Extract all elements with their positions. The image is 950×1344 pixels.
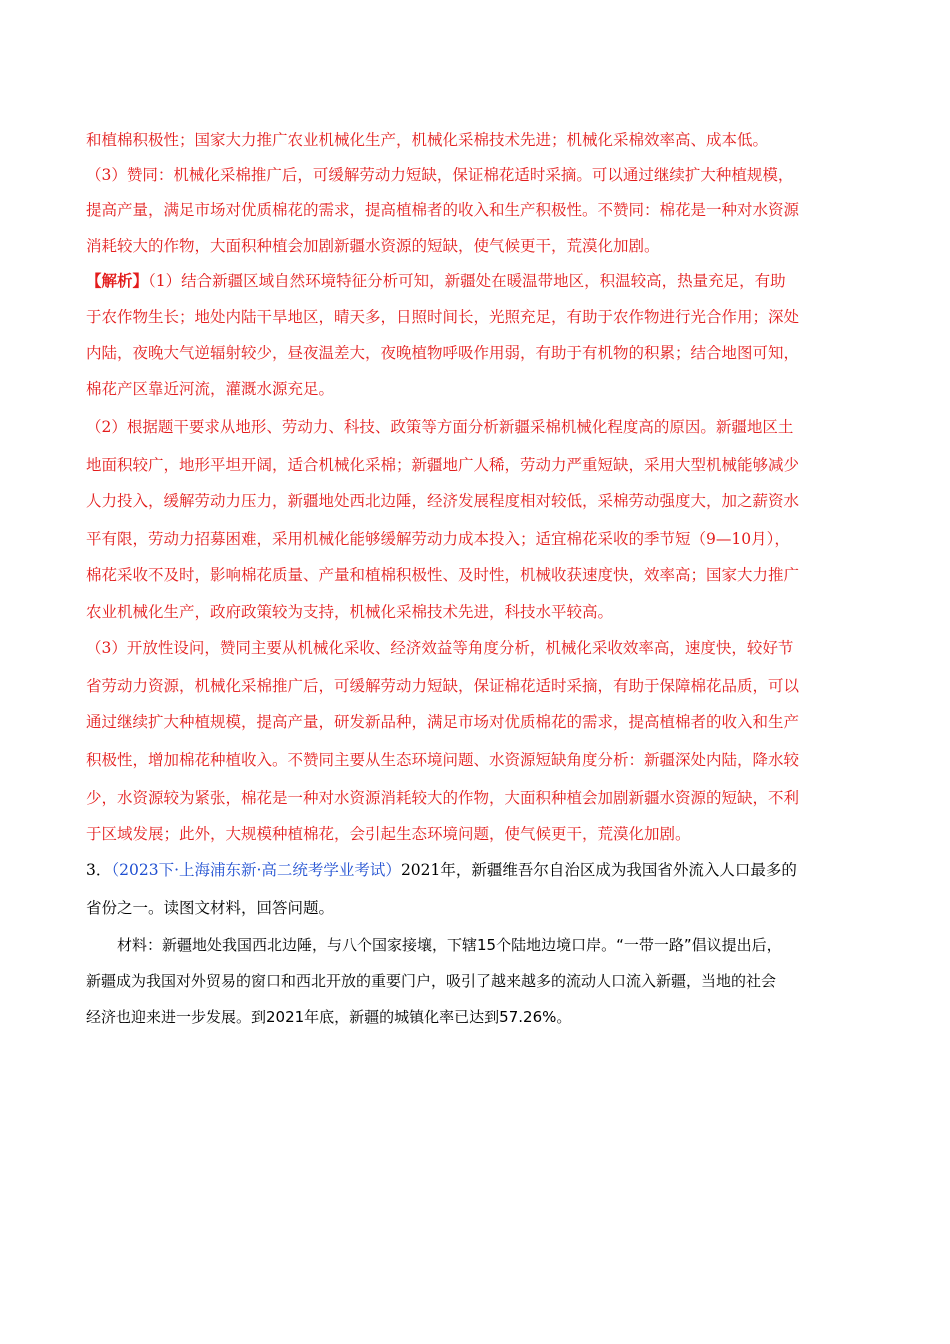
- analysis-line: （3）开放性设问，赞同主要从机械化采收、经济效益等角度分析，机械化采收效率高，速度快，较好节: [86, 639, 794, 657]
- question-3-line-2: 省份之一。读图文材料，回答问题。: [86, 899, 335, 917]
- analysis-text: （1）结合新疆区域自然环境特征分析可知，新疆处在暖温带地区，积温较高，热量充足，有助: [148, 272, 786, 290]
- analysis-line: 平有限，劳动力招募困难，采用机械化能够缓解劳动力成本投入；适宜棉花采收的季节短（9—10月），: [86, 530, 790, 548]
- question-text: 2021年，新疆维吾尔自治区成为我国省外流入人口最多的: [400, 861, 797, 879]
- answer-line: 消耗较大的作物，大面积种植会加剧新疆水资源的短缺，使气候更干，荒漠化加剧。: [86, 237, 660, 255]
- analysis-first-line: [86, 271, 786, 291]
- answer-line: 提高产量，满足市场对优质棉花的需求，提高植棉者的收入和生产积极性。不赞同：棉花是一种对水资源: [86, 201, 800, 219]
- analysis-line: 地面积较广，地形平坦开阔，适合机械化采棉；新疆地广人稀，劳动力严重短缺，采用大型机械能够减少: [86, 456, 800, 474]
- analysis-line: 少，水资源较为紧张，棉花是一种对水资源消耗较大的作物，大面积种植会加剧新疆水资源的短缺，不利: [86, 789, 800, 807]
- analysis-line: 通过继续扩大种植规模，提高产量，研发新品种，满足市场对优质棉花的需求，提高植棉者的收入和生产: [86, 713, 800, 731]
- analysis-line: 内陆，夜晚大气逆辐射较少，昼夜温差大，夜晚植物呼吸作用弱，有助于有机物的积累；结合地图可知，: [86, 344, 800, 362]
- analysis-line: 积极性，增加棉花种植收入。不赞同主要从生态环境问题、水资源短缺角度分析：新疆深处内陆，降水较: [86, 751, 800, 769]
- analysis-line: 人力投入，缓解劳动力压力，新疆地处西北边陲，经济发展程度相对较低，采棉劳动强度大，加之薪资水: [86, 492, 800, 510]
- analysis-line: 于区域发展；此外，大规模种植棉花，会引起生态环境问题，使气候更干，荒漠化加剧。: [86, 825, 691, 843]
- question-source: （2023下·上海浦东新·高二统考学业考试）: [111, 861, 401, 879]
- analysis-line: 省劳动力资源，机械化采棉推广后，可缓解劳动力短缺，保证棉花适时采摘，有助于保障棉花品质，可以: [86, 677, 800, 695]
- question-3-line-1: [86, 860, 797, 880]
- analysis-line: 棉花产区靠近河流，灌溉水源充足。: [86, 380, 335, 398]
- material-line: 新疆成为我国对外贸易的窗口和西北开放的重要门户，吸引了越来越多的流动人口流入新疆，当地的社会: [86, 972, 777, 990]
- analysis-line: 农业机械化生产，政府政策较为支持，机械化采棉技术先进，科技水平较高。: [86, 603, 614, 621]
- material-line: 材料：新疆地处我国西北边陲，与八个国家接壤，下辖15个陆地边境口岸。“一带一路”倡议提出后，: [117, 936, 782, 954]
- analysis-line: 于农作物生长；地处内陆干旱地区，晴天多，日照时间长，光照充足，有助于农作物进行光合作用；深处: [86, 308, 800, 326]
- analysis-line: 棉花采收不及时，影响棉花质量、产量和植棉积极性、及时性，机械收获速度快，效率高；国家大力推广: [86, 566, 800, 584]
- material-line: 经济也迎来进一步发展。到2021年底，新疆的城镇化率已达到57.26%。: [86, 1008, 572, 1026]
- answer-line: 和植棉积极性；国家大力推广农业机械化生产，机械化采棉技术先进；机械化采棉效率高、成本低。: [86, 131, 769, 149]
- analysis-label: 【解析】: [86, 271, 149, 290]
- answer-line: （3）赞同：机械化采棉推广后，可缓解劳动力短缺，保证棉花适时采摘。可以通过继续扩大种植规模，: [86, 166, 794, 184]
- question-number: 3．: [86, 861, 112, 879]
- analysis-line: （2）根据题干要求从地形、劳动力、科技、政策等方面分析新疆采棉机械化程度高的原因。新疆地区土: [86, 418, 794, 436]
